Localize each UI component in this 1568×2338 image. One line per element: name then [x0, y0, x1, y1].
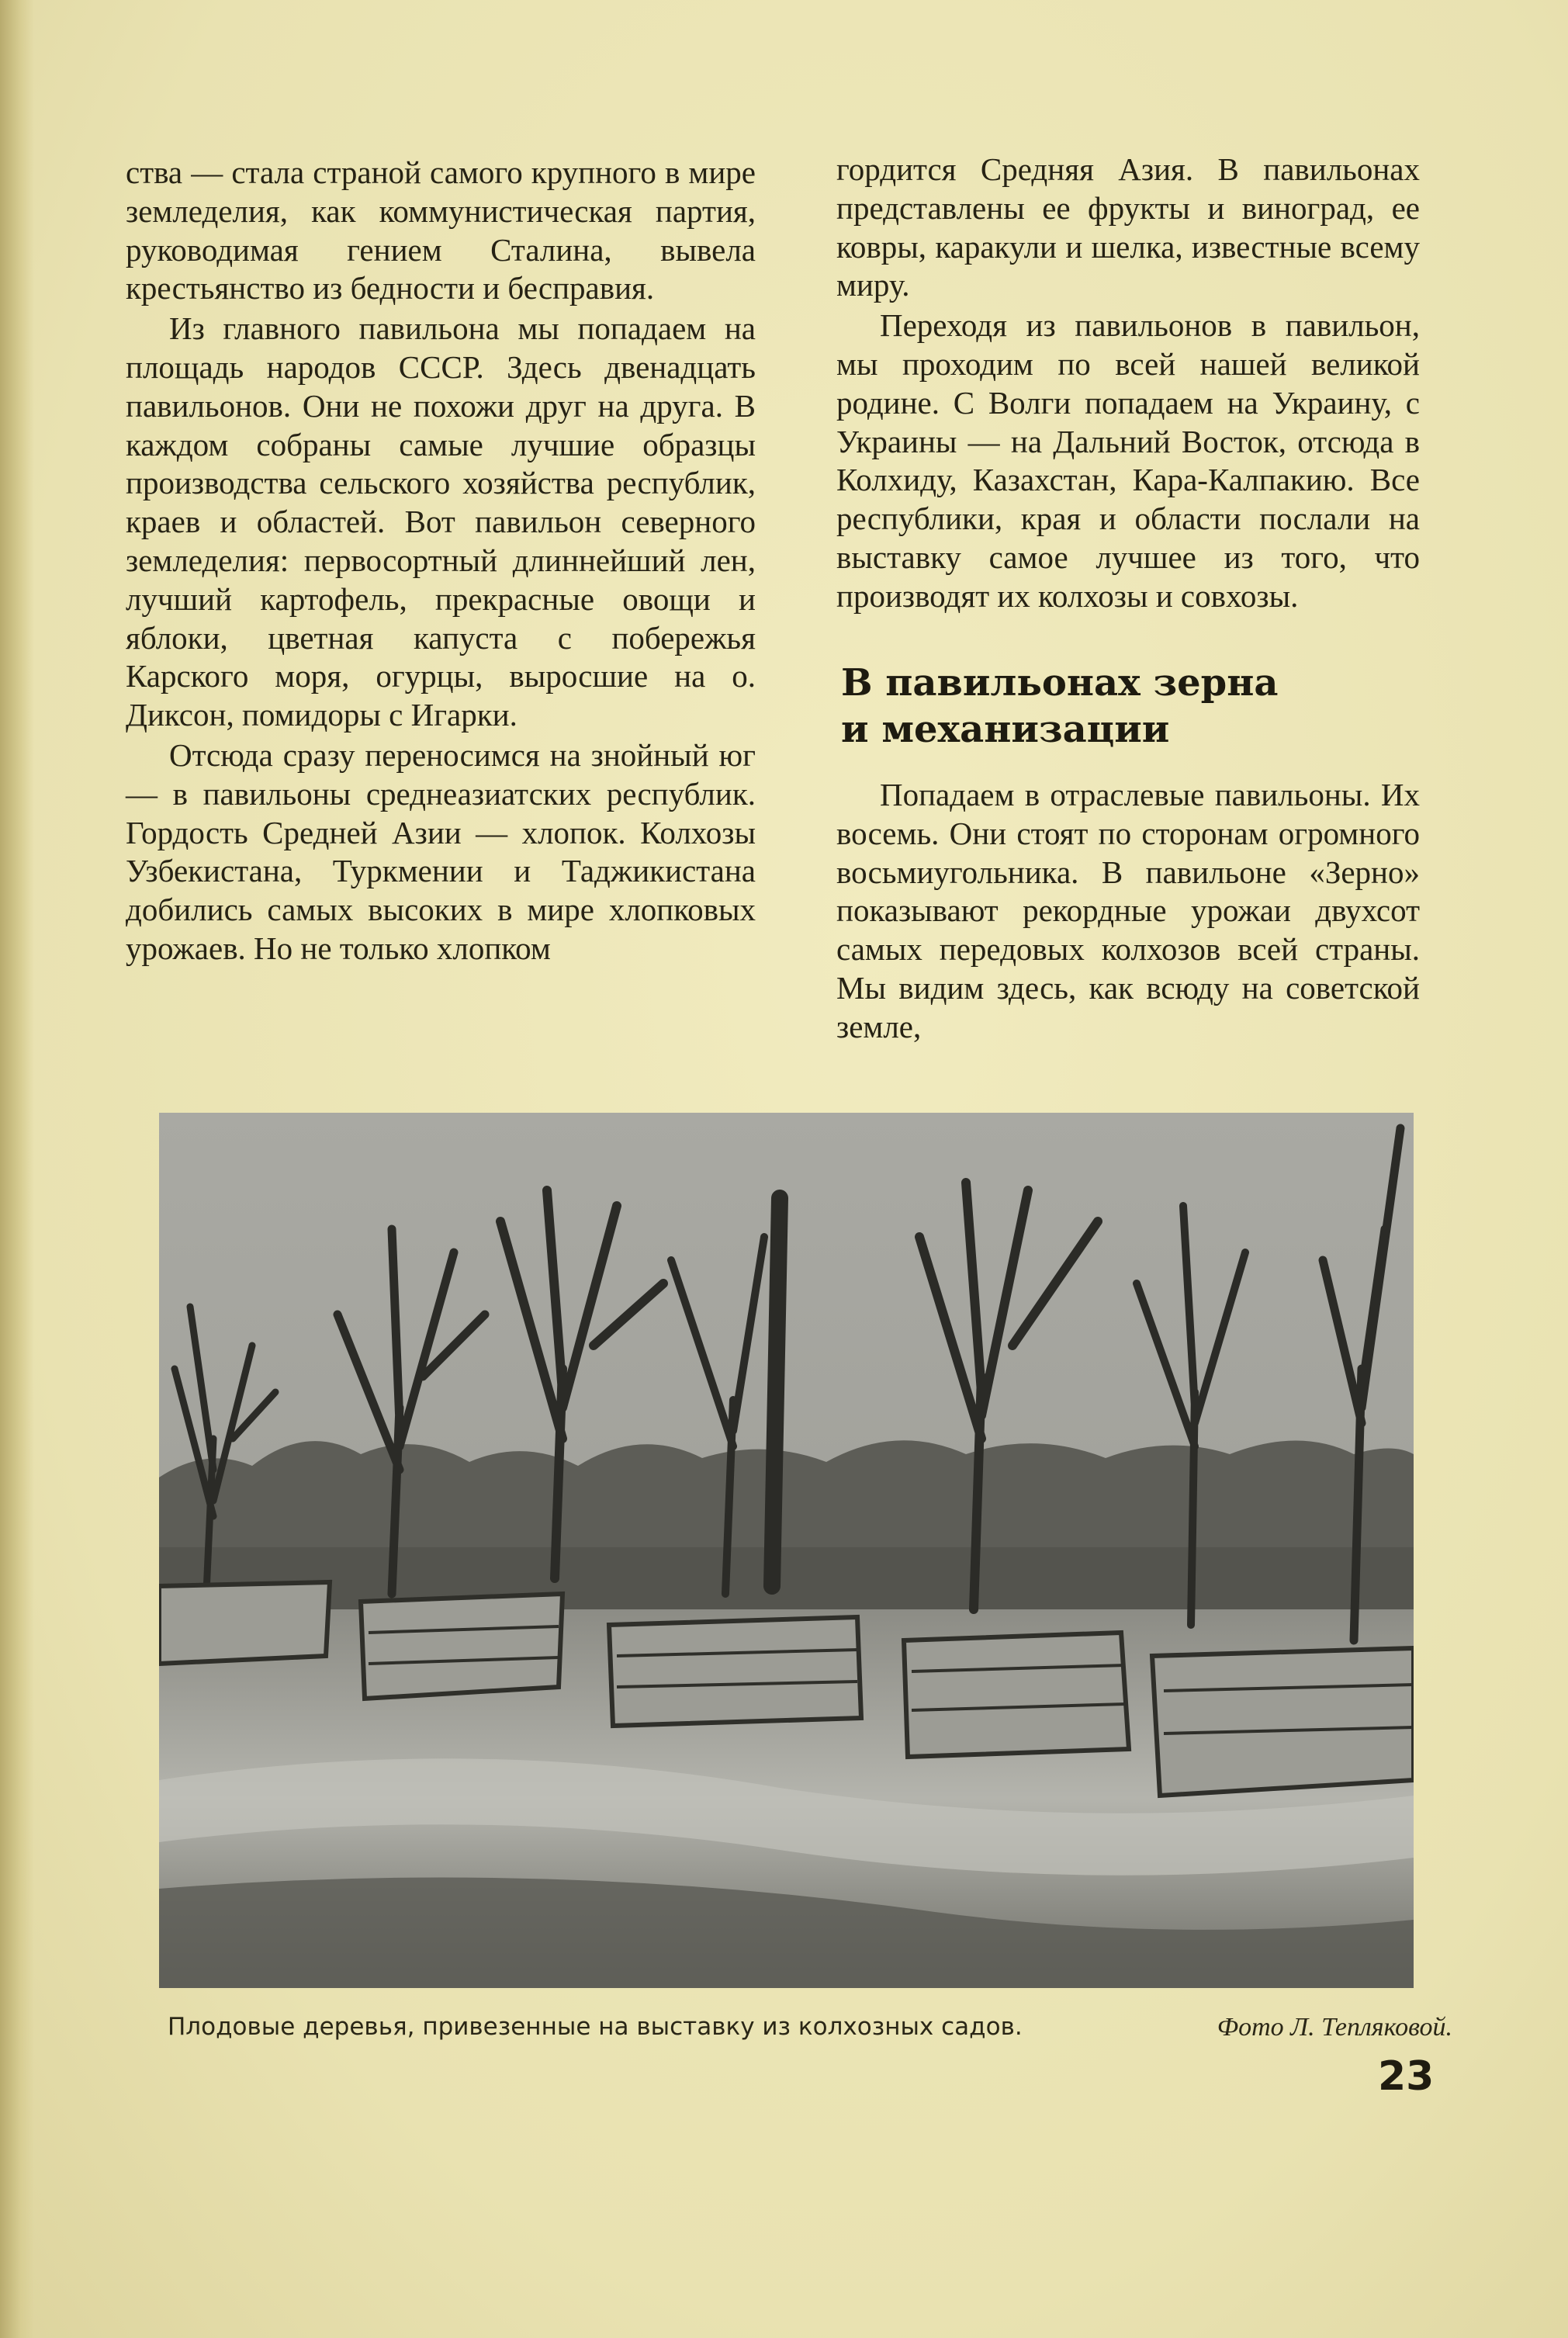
right-text-column [836, 151, 1420, 616]
photo-caption-text: Плодовые деревья, привезенные на выставку из колхозных садов. [168, 2013, 1023, 2041]
section-heading-line: и механизации [841, 708, 1170, 751]
page-spine-shadow [0, 0, 34, 2338]
section-heading-line: В павильонах зерна [841, 661, 1279, 705]
paragraph: Отсюда сразу переносимся на знойный юг — в павильоны среднеазиатских республик. Гордость Средней Азии — хлопок. Колхозы Узбекистана, Туркмении и Таджикистана добились самых высоких в мире хлопковых урожаев. Но не только хлопком [126, 736, 756, 966]
orchard-photo [159, 1113, 1414, 1988]
paragraph: Переходя из павильонов в павильон, мы проходим по всей нашей великой родине. С Волги попадаем на Украину, с Украины — на Дальний Восток, отсюда в Колхиду, Казахстан, Кара-Калпакию. Все республики, края и области послали на выставку самое лучшее из того, что производят их колхозы и совхозы. [836, 307, 1420, 614]
photo-caption [168, 2013, 1452, 2041]
paragraph: гордится Средняя Азия. В павильонах представлены ее фрукты и виноград, ее ковры, каракули и шелка, известные всему миру. [836, 151, 1420, 303]
paragraph: Из главного павильона мы попадаем на площадь народов СССР. Здесь двенадцать павильонов. Они не похожи друг на друга. В каждом собраны самые лучшие образцы производства сельского хозяйства республик, краев и областей. Вот павильон северного земледелия: первосортный длиннейший лен, лучший картофель, прекрасные овощи и яблоки, цветная капуста с побережья Карского моря, огурцы, выросшие на о. Диксон, помидоры с Игарки. [126, 310, 756, 733]
page-number: 23 [1378, 2053, 1435, 2100]
paragraph: ства — стала страной самого крупного в мире земледелия, как коммунистическая партия, руководимая гением Сталина, вывела крестьянство из бедности и бесправия. [126, 154, 756, 307]
section-heading [841, 660, 1415, 753]
paragraph: Попадаем в отраслевые павильоны. Их восемь. Они стоят по сторонам огромного восьмиугольника. В павильоне «Зерно» показывают рекордные урожаи двухсот самых передовых колхозов всей страны. Мы видим здесь, как всюду на советской земле, [836, 777, 1420, 1044]
right-text-column-continued [836, 776, 1420, 1047]
orchard-photo-illustration [159, 1113, 1414, 1988]
left-text-column [126, 154, 756, 968]
photo-credit: Фото Л. Тепляковой. [1217, 2013, 1452, 2042]
